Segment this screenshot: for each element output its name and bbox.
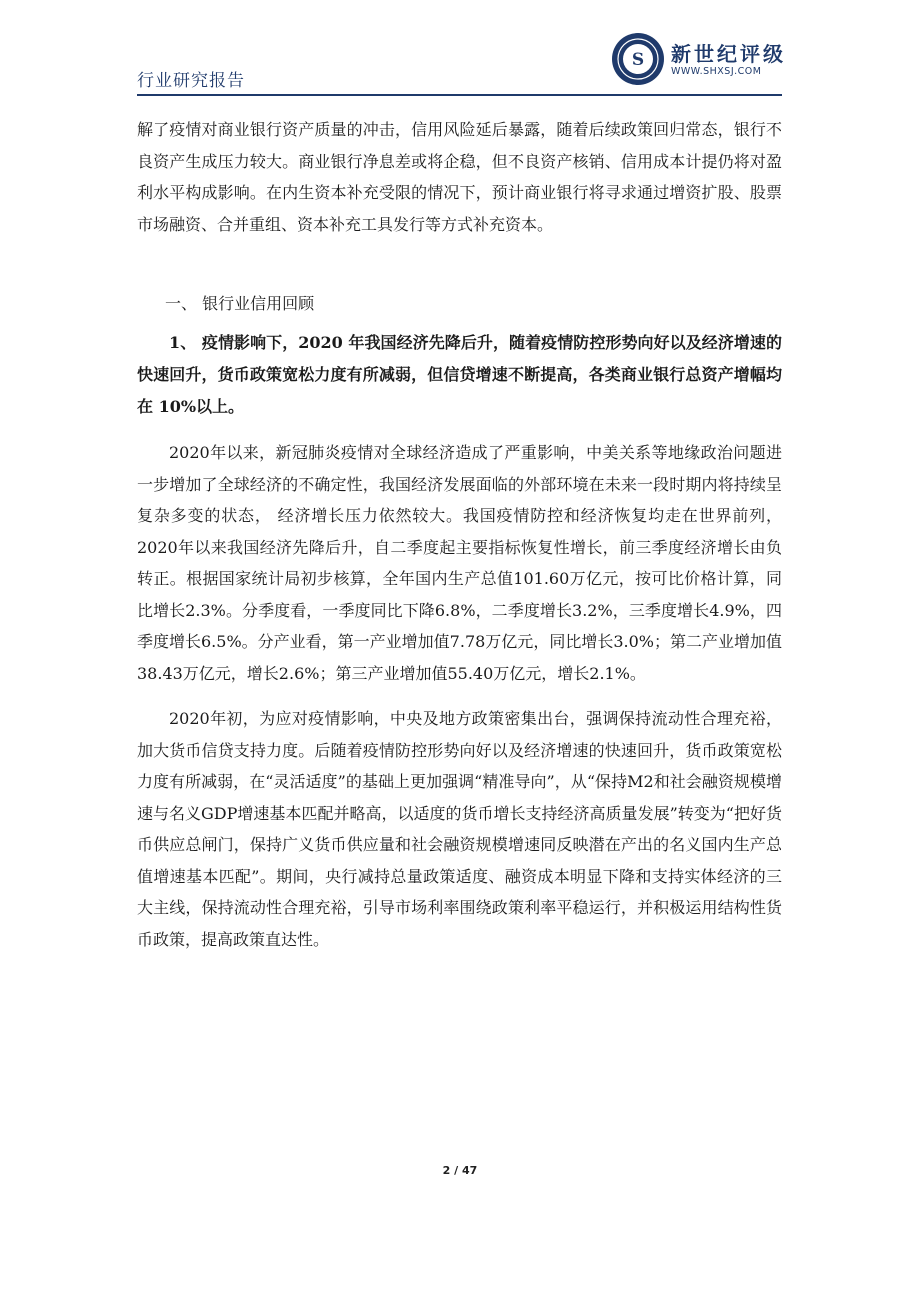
page-number: 2 / 47 bbox=[442, 1164, 478, 1177]
header-divider bbox=[137, 94, 782, 96]
intro-paragraph: 解了疫情对商业银行资产质量的冲击，信用风险延后暴露，随着后续政策回归常态，银行不良资产生成压力较大。商业银行净息差或将企稳，但不良资产核销、信用成本计提仍将对盈利水平构成影响。在内生资本补充受限的情况下，预计商业银行将寻求通过增资扩股、股票市场融资、合并重组、资本补充工具发行等方式补充资本。 bbox=[137, 120, 782, 234]
subsection-heading: 1、 疫情影响下，2020 年我国经济先降后升，随着疫情防控形势向好以及经济增速的快速回升，货币政策宽松力度有所减弱，但信贷增速不断提高，各类商业银行总资产增幅均在 10%以上。 bbox=[137, 333, 782, 416]
logo-url: WWW.SHXSJ.COM bbox=[671, 66, 762, 77]
body-paragraph-1: 2020年以来，新冠肺炎疫情对全球经济造成了严重影响，中美关系等地缘政治问题进一步增加了全球经济的不确定性，我国经济发展面临的外部环境在未来一段时期内将持续呈复杂多变的状态， 经济增长压力依然较大。我国疫情防控和经济恢复均走在世界前列，2020年以来我国经济先降后升，自二季度起主要指标恢复性增长，前三季度经济增长由负转正。根据国家统计局初步核算，全年国内生产总值101.60万亿元，按可比价格计算，同比增长2.3%。分季度看，一季度同比下降6.8%，二季度增长3.2%，三季度增长4.9%，四季度增长6.5%。分产业看，第一产业增加值7.78万亿元，同比增长3.0%；第二产业增加值38.43万亿元，增长2.6%；第三产业增加值55.40万亿元，增长2.1%。 bbox=[137, 443, 782, 683]
emblem-icon bbox=[611, 32, 665, 86]
report-category-title: 行业研究报告 bbox=[137, 71, 245, 91]
section-heading: 一、 银行业信用回顾 bbox=[165, 294, 315, 313]
body-paragraph-2: 2020年初，为应对疫情影响，中央及地方政策密集出台，强调保持流动性合理充裕，加大货币信贷支持力度。后随着疫情防控形势向好以及经济增速的快速回升，货币政策宽松力度有所减弱，在“灵活适度”的基础上更加强调“精准导向”，从“保持M2和社会融资规模增速与名义GDP增速基本匹配并略高，以适度的货币增长支持经济高质量发展”转变为“把好货币供应总闸门，保持广义货币供应量和社会融资规模增速同反映潜在产出的名义国内生产总值增速基本匹配”。期间，央行减持总量政策适度、融资成本明显下降和支持实体经济的三大主线，保持流动性合理充裕，引导市场利率围绕政策利率平稳运行，并积极运用结构性货币政策，提高政策直达性。 bbox=[137, 709, 782, 949]
document-body bbox=[137, 114, 782, 955]
logo-name: 新世纪评级 bbox=[671, 42, 786, 66]
company-logo bbox=[611, 32, 786, 90]
emblem-letter: S bbox=[631, 50, 645, 70]
